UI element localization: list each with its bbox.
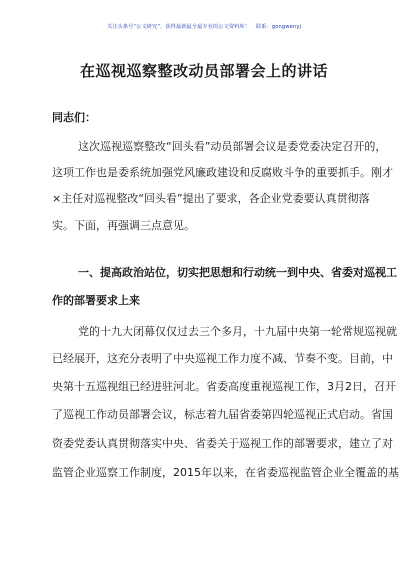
promo-text: 关注头条号“公文研究”，获得最新最全最专业的公文资料库！ [106, 24, 250, 30]
paragraph-line: 了巡视工作动员部署会议，标志着九届省委第四轮巡视正式启动。省国 [52, 408, 393, 421]
paragraph-line: 已经展开，这充分表明了中央巡视工作力度不减、节奏不变。目前，中 [52, 352, 393, 365]
paragraph-line: 这项工作也是委系统加强党风廉政建设和反腐败斗争的重要抓手。刚才 [52, 166, 393, 179]
section-heading: 作的部署要求上来 [52, 294, 140, 307]
promo-banner [0, 23, 408, 30]
document-title: 在巡视巡察整改动员部署会上的讲话 [79, 62, 328, 80]
paragraph-line: ×主任对巡视整改“回头看”提出了要求，各企业党委要认真贯彻落 [52, 192, 370, 205]
paragraph-line: 党的十九大闭幕仅仅过去三个多月，十九届中央第一轮常规巡视就 [78, 325, 397, 338]
paragraph-line: 这次巡视巡察整改“回头看”动员部署会议是委党委决定召开的， [78, 140, 387, 153]
section-heading: 一、提高政治站位，切实把思想和行动统一到中央、省委对巡视工 [78, 266, 397, 279]
paragraph-line: 央第十五巡视组已经进驻河北。省委高度重视巡视工作，3月2日，召开 [52, 380, 396, 393]
paragraph-line: 监管企业巡察工作制度，2015年以来，在省委巡视监管企业全覆盖的基 [52, 466, 399, 479]
salutation: 同志们： [52, 111, 96, 124]
paragraph-line: 资委党委认真贯彻落实中央、省委关于巡视工作的部署要求，建立了对 [52, 437, 393, 450]
promo-contact: 联系：gongwenyj [256, 24, 302, 30]
paragraph-line: 实。下面，再强调三点意见。 [52, 219, 195, 232]
